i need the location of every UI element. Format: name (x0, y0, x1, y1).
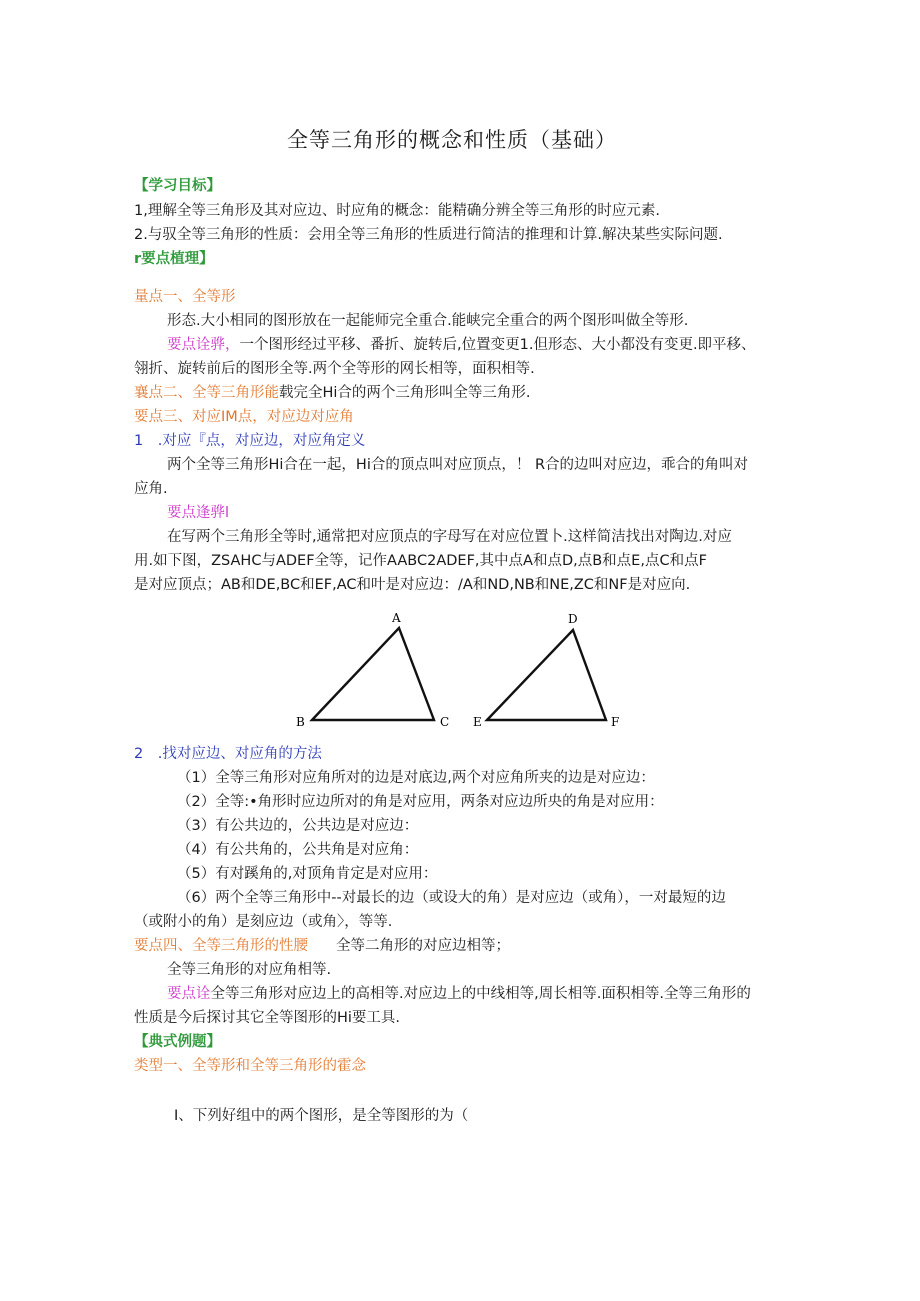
goal-item-2: 2.与驭全等三角形的性质：会用全等三角形的性质进行简洁的推理和计算.解决某些实际问题. (134, 227, 723, 243)
vertex-label-f: F (611, 715, 620, 729)
congruent-triangles-figure (290, 606, 630, 736)
method-item-3: （3）有公共边的，公共边是对应边： (177, 818, 419, 834)
point2-body: 载完全Hi合的两个三角形叫全等三角形. (279, 385, 531, 401)
page-title: 全等三角形的概念和性质（基础） (287, 128, 617, 152)
point3-note-label: 要点逢骅l (167, 505, 230, 521)
point2-heading: 襄点二、全等三角形能 (134, 385, 279, 401)
point4-body1: 全等二角形的对应边相等； (336, 938, 510, 954)
vertex-label-d: D (568, 612, 578, 626)
point4-body2: 全等三角形的对应角相等. (167, 962, 332, 978)
vertex-label-b: B (296, 715, 305, 729)
vertex-label-a: A (392, 611, 401, 625)
point1-note-line1 (167, 335, 756, 355)
point1-note-text: 一个图形经过平移、番折、旋转后,位置变更1.但形态、大小都没有变更.即平移、 (239, 337, 756, 353)
points-heading: r要点植理】 (134, 251, 214, 267)
examples-type1: 类型一、全等形和全等三角形的霍念 (134, 1058, 366, 1074)
method-item-4: （4）有公共角的，公共角是对应角： (177, 842, 419, 858)
point2-line (134, 383, 531, 403)
triangle-def (487, 630, 606, 720)
method-item-1: （1）全等三角形对应角所对的边是对底边,两个对应角所夹的边是对应边： (177, 770, 655, 786)
point4-note-line1 (167, 984, 751, 1004)
point1-note-line2: 翎折、旋转前后的图形全等.两个全等形的网长相等，面积相等. (134, 361, 535, 377)
method-heading: 2 .找对应边、对应角的方法 (134, 746, 322, 762)
method-item-6-cont: （或附小的角）是刻应边（或角〉，等等. (134, 914, 393, 930)
examples-heading: 【典式例题】 (134, 1034, 221, 1050)
goals-heading: 【学习目标】 (134, 178, 221, 194)
point4-heading: 要点四、全等三角形的性腰 (134, 938, 308, 954)
point3-heading: 要点三、对应IM点，对应边对应角 (134, 409, 354, 425)
goal-item-1: 1,理解全等三角形及其对应边、时应角的概念：能精确分辨全等三角形的时应元素. (134, 203, 660, 219)
method-item-5: （5）有对蹊角的,对顶角肯定是对应用： (177, 866, 438, 882)
point3-note-line3: 是对应顶点；AB和DE,BC和EF,AC和叶是对应边：/A和ND,NB和NE,ZC和NF是对应向. (134, 577, 691, 593)
vertex-label-c: C (440, 715, 450, 729)
point1-note-label: 要点诠骅， (167, 337, 240, 353)
vertex-label-e: E (473, 715, 482, 729)
point1-body: 形态.大小相同的图形放在一起能师完全重合.能峡完全重合的两个图形叫做全等形. (167, 313, 689, 329)
triangle-abc (312, 628, 434, 720)
point4-note-line2: 性质是今后探讨其它全等图形的Hi要工具. (134, 1010, 401, 1026)
point4-line (134, 936, 510, 956)
point3-subheading: 1 .对应『点，对应边，对应角定义 (134, 433, 366, 449)
point1-heading: 量点一、全等形 (134, 289, 236, 305)
point3-note-line2: 用.如下图，ZSAHC与ADEF全等，记作AABC2ADEF,其中点A和点D,点B和点E,点C和点F (134, 553, 707, 569)
method-item-6: （6）两个全等三角形中--对最长的边（或设大的角）是对应边（或角），一对最短的边 (177, 890, 726, 906)
point3-body-line1: 两个全等三角形Hi合在一起，Hi合的顶点叫对应顶点，！ R合的边叫对应边，乖合的角叫对 (167, 457, 749, 473)
point4-note-label: 要点诠 (167, 986, 211, 1002)
method-item-2: （2）全等:•角形时应边所对的角是对应用，两条对应边所央的角是对应用： (177, 794, 664, 810)
point3-note-line1: 在写两个三角形全等时,通常把对应顶点的字母写在对应位置卜.这样简洁找出对陶边.对应 (167, 529, 732, 545)
point3-body-line2: 应角. (134, 481, 168, 497)
question-1: I、下列好组中的两个图形，是全等图形的为（ (174, 1108, 469, 1124)
point4-note-text: 全等三角形对应边上的高相等.对应边上的中线相等,周长相等.面积相等.全等三角形的 (210, 986, 751, 1002)
